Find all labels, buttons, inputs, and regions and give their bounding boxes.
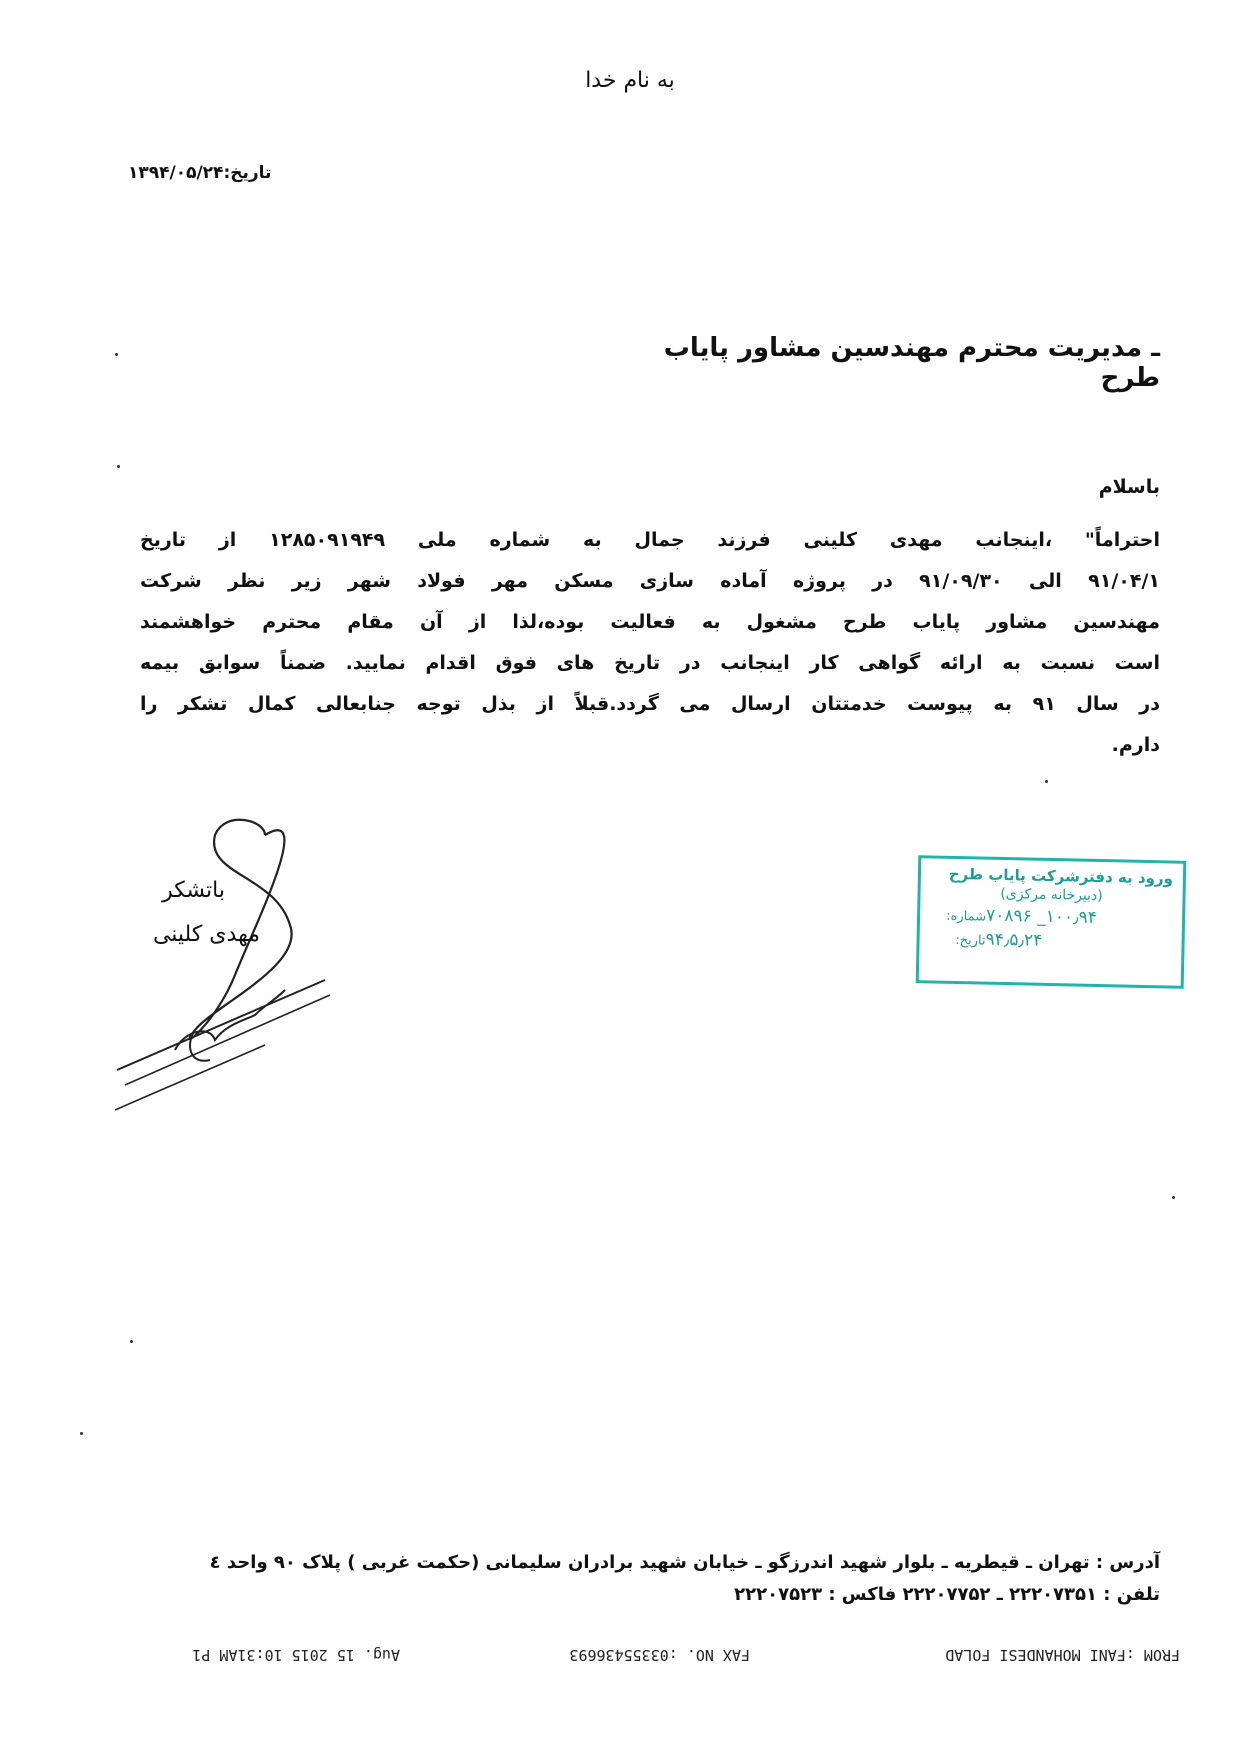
scan-speck xyxy=(1172,1196,1175,1199)
footer-address xyxy=(160,1547,1160,1611)
stamp-date-row xyxy=(929,928,1171,953)
body-line: احتراماً" ،اینجانب مهدی کلینی فرزند جمال به شماره ملی ۱۲۸۵۰۹۱۹۴۹ از تاریخ xyxy=(140,529,1160,551)
letter-date: تاریخ:۱۳۹۴/۰۵/۲۴ xyxy=(128,163,272,183)
fax-timestamp: Aug. 15 2015 10:31AM P1 xyxy=(192,1646,400,1664)
body-line: دارم. xyxy=(1111,734,1160,756)
fax-from: FROM :FANI MOHANDESI FOLAD xyxy=(945,1646,1180,1664)
scan-speck xyxy=(130,1340,133,1343)
registry-stamp xyxy=(916,855,1187,989)
stamp-subtitle: (دبیرخانه مرکزی) xyxy=(1000,885,1103,905)
body-line: ۹۱/۰۴/۱ الی ۹۱/۰۹/۳۰ در پروژه آماده سازی مسکن مهر فولاد شهر زیر نظر شرکت xyxy=(140,570,1160,592)
body-line: در سال ۹۱ به پیوست خدمتتان ارسال می گردد.قبلاً از بذل توجه جنابعالی کمال تشکر را xyxy=(140,693,1160,715)
address-line: آدرس : تهران ـ قیطریه ـ بلوار شهید اندرزگو ـ خیابان شهید برادران سلیمانی (حکمت غربی ) پلاک ۹۰ واحد ٤ xyxy=(209,1552,1160,1573)
scan-speck xyxy=(115,353,118,356)
scan-speck xyxy=(80,1432,83,1435)
stamp-date-value: ۹۴٫۵٫۲۴ xyxy=(985,929,1043,951)
signature-name: مهدی کلینی xyxy=(152,922,260,947)
salutation: باسلام xyxy=(1098,476,1160,498)
fax-number: FAX NO. :03355436693 xyxy=(569,1646,750,1664)
stamp-title: ورود به دفترشرکت پایاب طرح xyxy=(948,864,1174,888)
letter-heading: به نام خدا xyxy=(585,68,675,93)
stamp-number-row xyxy=(930,904,1172,929)
stamp-date-label: تاریخ: xyxy=(955,933,986,949)
scan-speck xyxy=(117,465,120,468)
addressee-line: ـ مدیریت محترم مهندسین مشاور پایاب طرح xyxy=(663,333,1160,393)
body-line: مهندسین مشاور پایاب طرح مشغول به فعالیت بوده،لذا از آن مقام محترم خواهشمند xyxy=(140,611,1160,633)
handwritten-signature xyxy=(115,815,345,1115)
fax-header xyxy=(160,1640,1190,1668)
body-line: است نسبت به ارائه گواهی کار اینجانب در تاریخ های فوق اقدام نمایید. ضمناً سوابق بیمه xyxy=(140,652,1160,674)
signature-closing: باتشکر xyxy=(162,878,225,903)
letter-body xyxy=(140,520,1160,766)
stamp-number-value: ۱۰۰٫۹۴_ ۷۰۸۹۶ xyxy=(985,905,1098,928)
phone-line: تلفن : ۲۲۲۰۷۳۵۱ ـ ۲۲۲۰۷۷۵۲ فاکس : ۲۲۲۰۷۵۲۳ xyxy=(734,1584,1160,1605)
stamp-number-label: شماره: xyxy=(946,908,987,925)
scan-speck xyxy=(1045,780,1048,783)
